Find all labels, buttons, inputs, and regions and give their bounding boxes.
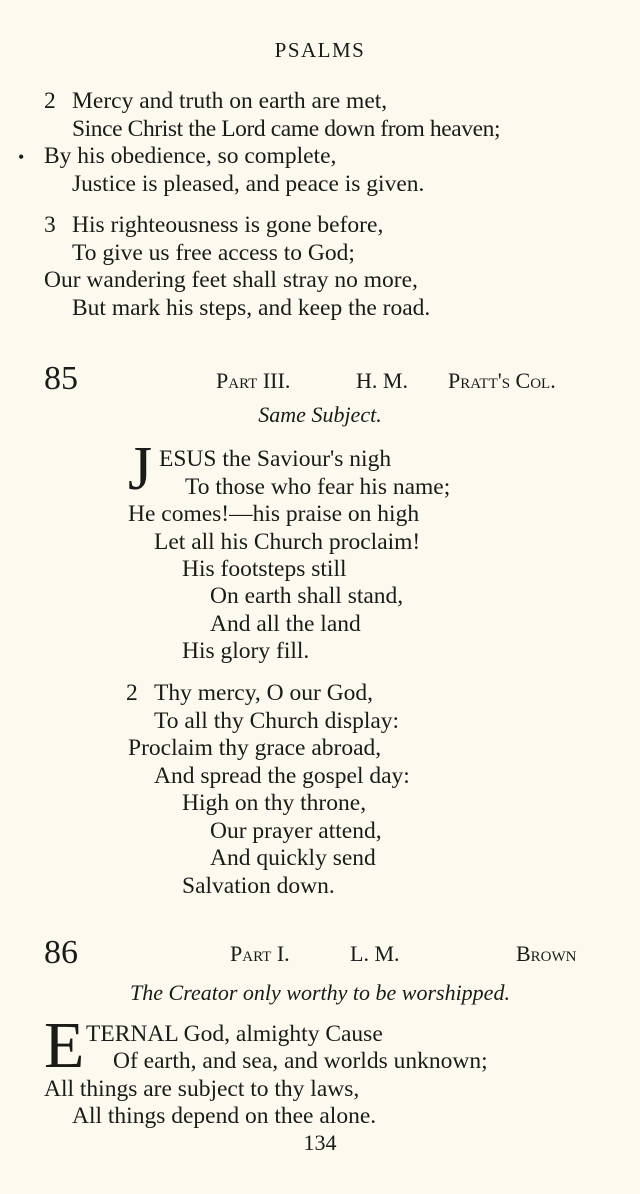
verse-line: He comes!—his praise on high (128, 501, 420, 527)
verse-line: To those who fear his name; (185, 474, 451, 500)
verse-line: Our prayer attend, (210, 818, 382, 844)
verse-line: But mark his steps, and keep the road. (72, 295, 431, 321)
hymn-part: Part III. (216, 368, 291, 393)
stanza-number: 2 (44, 88, 56, 114)
verse-line: Of earth, and sea, and worlds unknown; (113, 1048, 488, 1074)
verse-line: His glory fill. (182, 638, 310, 664)
hymn-source: Pratt's Col. (448, 368, 556, 393)
running-head: PSALMS (274, 38, 366, 62)
hymn-subject: The Creator only worthy to be worshipped. (130, 980, 510, 1005)
verse-line: Let all his Church proclaim! (154, 529, 421, 555)
stanza-number: 3 (44, 212, 56, 238)
verse-line: ESUS the Saviour's nigh (159, 446, 392, 472)
verse-line: His footsteps still (182, 556, 347, 582)
verse-line: By his obedience, so complete, (44, 143, 337, 169)
drop-cap: J (128, 435, 153, 503)
verse-line: Our wandering feet shall stray no more, (44, 267, 418, 293)
verse-line: Proclaim thy grace abroad, (128, 735, 382, 761)
page-number: 134 (303, 1130, 337, 1155)
drop-cap: E (44, 1009, 85, 1082)
hymn-source: Brown (516, 941, 577, 966)
hymn-subject: Same Subject. (258, 402, 382, 427)
verse-line: On earth shall stand, (210, 583, 404, 609)
verse-line: All things depend on thee alone. (72, 1103, 377, 1129)
verse-line: Salvation down. (182, 873, 335, 899)
verse-line: To give us free access to God; (72, 240, 355, 266)
verse-line: And quickly send (210, 845, 376, 871)
verse-line: High on thy throne, (182, 790, 367, 816)
hymn-number: 86 (44, 934, 78, 971)
hymn-part: Part I. (230, 941, 290, 966)
verse-line: Thy mercy, O our God, (154, 680, 374, 706)
verse-line: Mercy and truth on earth are met, (72, 88, 388, 114)
verse-line: His righteousness is gone before, (72, 212, 384, 238)
verse-line: Justice is pleased, and peace is given. (72, 171, 425, 197)
verse-line: And spread the gospel day: (154, 763, 410, 789)
hymn-meter: H. M. (356, 368, 408, 393)
hymn-number: 85 (44, 360, 78, 397)
verse-line: To all thy Church display: (154, 708, 400, 734)
verse-line: Since Christ the Lord came down from heaven; (72, 116, 501, 142)
verse-line: And all the land (210, 611, 361, 637)
verse-line: TERNAL God, almighty Cause (86, 1021, 383, 1047)
stanza-number: 2 (126, 680, 138, 706)
margin-dot: • (18, 147, 25, 167)
hymn-meter: L. M. (350, 941, 400, 966)
verse-line: All things are subject to thy laws, (44, 1076, 360, 1102)
